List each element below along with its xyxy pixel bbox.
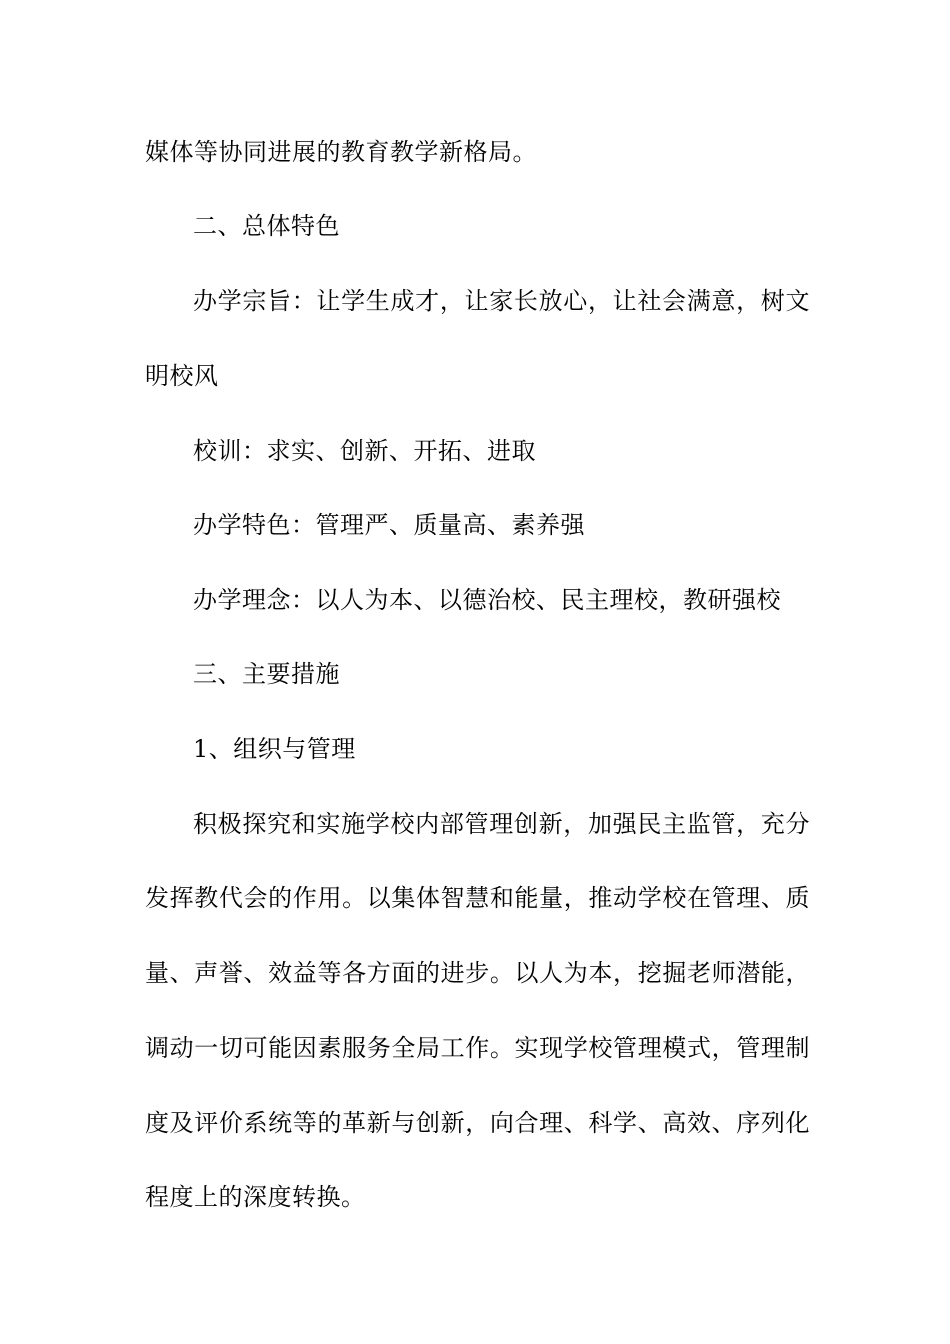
paragraph-line: 校训：求实、创新、开拓、进取 <box>193 437 536 465</box>
paragraph-line: 度及评价系统等的革新与创新，向合理、科学、高效、序列化 <box>145 1109 810 1137</box>
subsection-heading: 1、组织与管理 <box>193 735 356 763</box>
paragraph-line: 办学理念：以人为本、以德治校、民主理校，教研强校 <box>193 586 781 614</box>
paragraph-line: 积极探究和实施学校内部管理创新，加强民主监管，充分 <box>193 810 810 838</box>
paragraph-line: 办学宗旨：让学生成才，让家长放心，让社会满意，树文 <box>193 287 810 315</box>
paragraph-line: 办学特色：管理严、质量高、素养强 <box>193 511 585 539</box>
paragraph-line: 量、声誉、效益等各方面的进步。以人为本，挖掘老师潜能， <box>145 959 810 987</box>
paragraph-line: 发挥教代会的作用。以集体智慧和能量，推动学校在管理、质 <box>145 884 810 912</box>
paragraph-line: 调动一切可能因素服务全局工作。实现学校管理模式，管理制 <box>145 1034 810 1062</box>
section-heading: 二、总体特色 <box>193 212 340 240</box>
paragraph-line: 明校风 <box>145 362 219 390</box>
paragraph-line: 媒体等协同进展的教育教学新格局。 <box>145 138 537 166</box>
paragraph-line: 程度上的深度转换。 <box>145 1183 366 1211</box>
section-heading: 三、主要措施 <box>193 660 340 688</box>
